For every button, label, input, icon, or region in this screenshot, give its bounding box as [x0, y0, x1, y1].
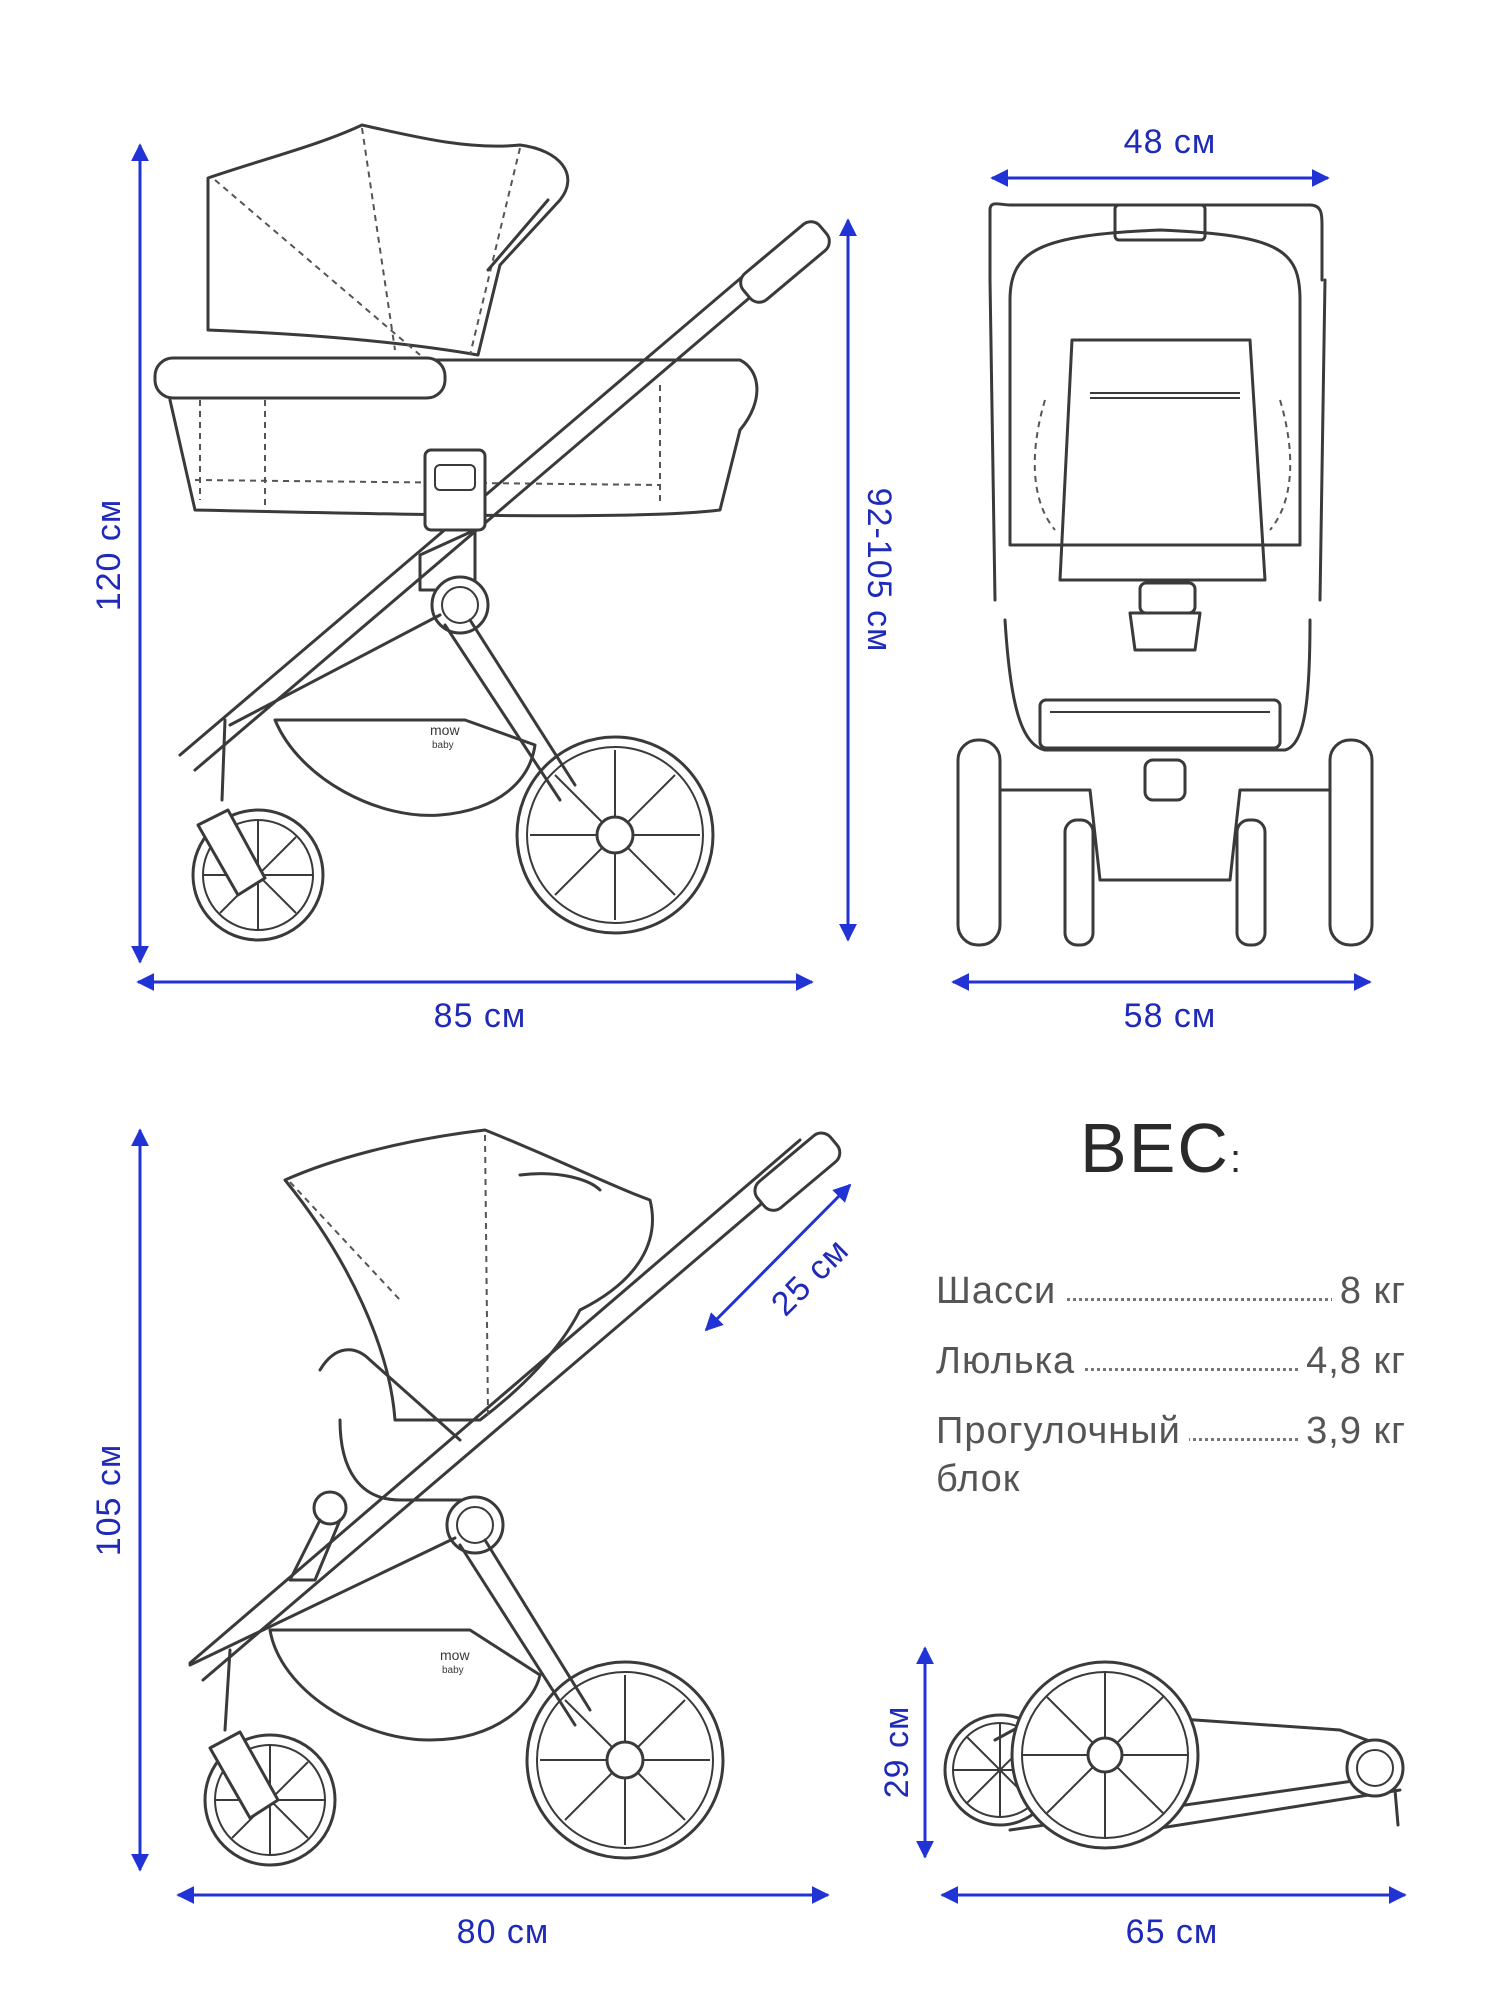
- weight-row-value: 8 кг: [1332, 1270, 1406, 1313]
- brand-logo-top: mow: [430, 722, 460, 738]
- weight-row-label-line2: блок: [936, 1458, 1021, 1500]
- label-120: 120 см: [90, 498, 128, 612]
- weight-title-text: ВЕС: [1080, 1109, 1230, 1187]
- brand-logo-bottom-2: baby: [442, 1665, 464, 1676]
- weight-row-label: Шасси: [936, 1270, 1064, 1313]
- label-58: 58 см: [1123, 997, 1217, 1035]
- weight-row-value: 4,8 кг: [1298, 1340, 1406, 1383]
- brand-logo-bottom: baby: [432, 740, 454, 751]
- label-65: 65 см: [1125, 1913, 1219, 1951]
- carrycot-side-view: [155, 125, 834, 940]
- weight-title-colon: :: [1229, 1137, 1244, 1181]
- weight-row-chassis: [936, 1270, 1406, 1320]
- seat-side-view: [190, 1128, 845, 1865]
- weight-row-carrycot: [936, 1340, 1406, 1390]
- label-80: 80 см: [456, 1913, 550, 1951]
- folded-view: [945, 1662, 1403, 1848]
- label-29: 29 см: [878, 1705, 916, 1799]
- label-48: 48 см: [1123, 123, 1217, 161]
- brand-logo-top-2: mow: [440, 1647, 470, 1663]
- label-105: 105 см: [90, 1443, 128, 1557]
- label-25: 25 см: [764, 1231, 857, 1324]
- label-85: 85 см: [433, 997, 527, 1035]
- weight-title: [1080, 1108, 1243, 1188]
- front-view: [958, 204, 1372, 945]
- weight-row-label: Прогулочный: [936, 1410, 1189, 1453]
- weight-row-value: 3,9 кг: [1298, 1410, 1406, 1453]
- weight-row-seat-unit: [936, 1410, 1406, 1510]
- weight-row-label: Люлька: [936, 1340, 1083, 1383]
- label-92-105: 92-105 см: [860, 487, 898, 653]
